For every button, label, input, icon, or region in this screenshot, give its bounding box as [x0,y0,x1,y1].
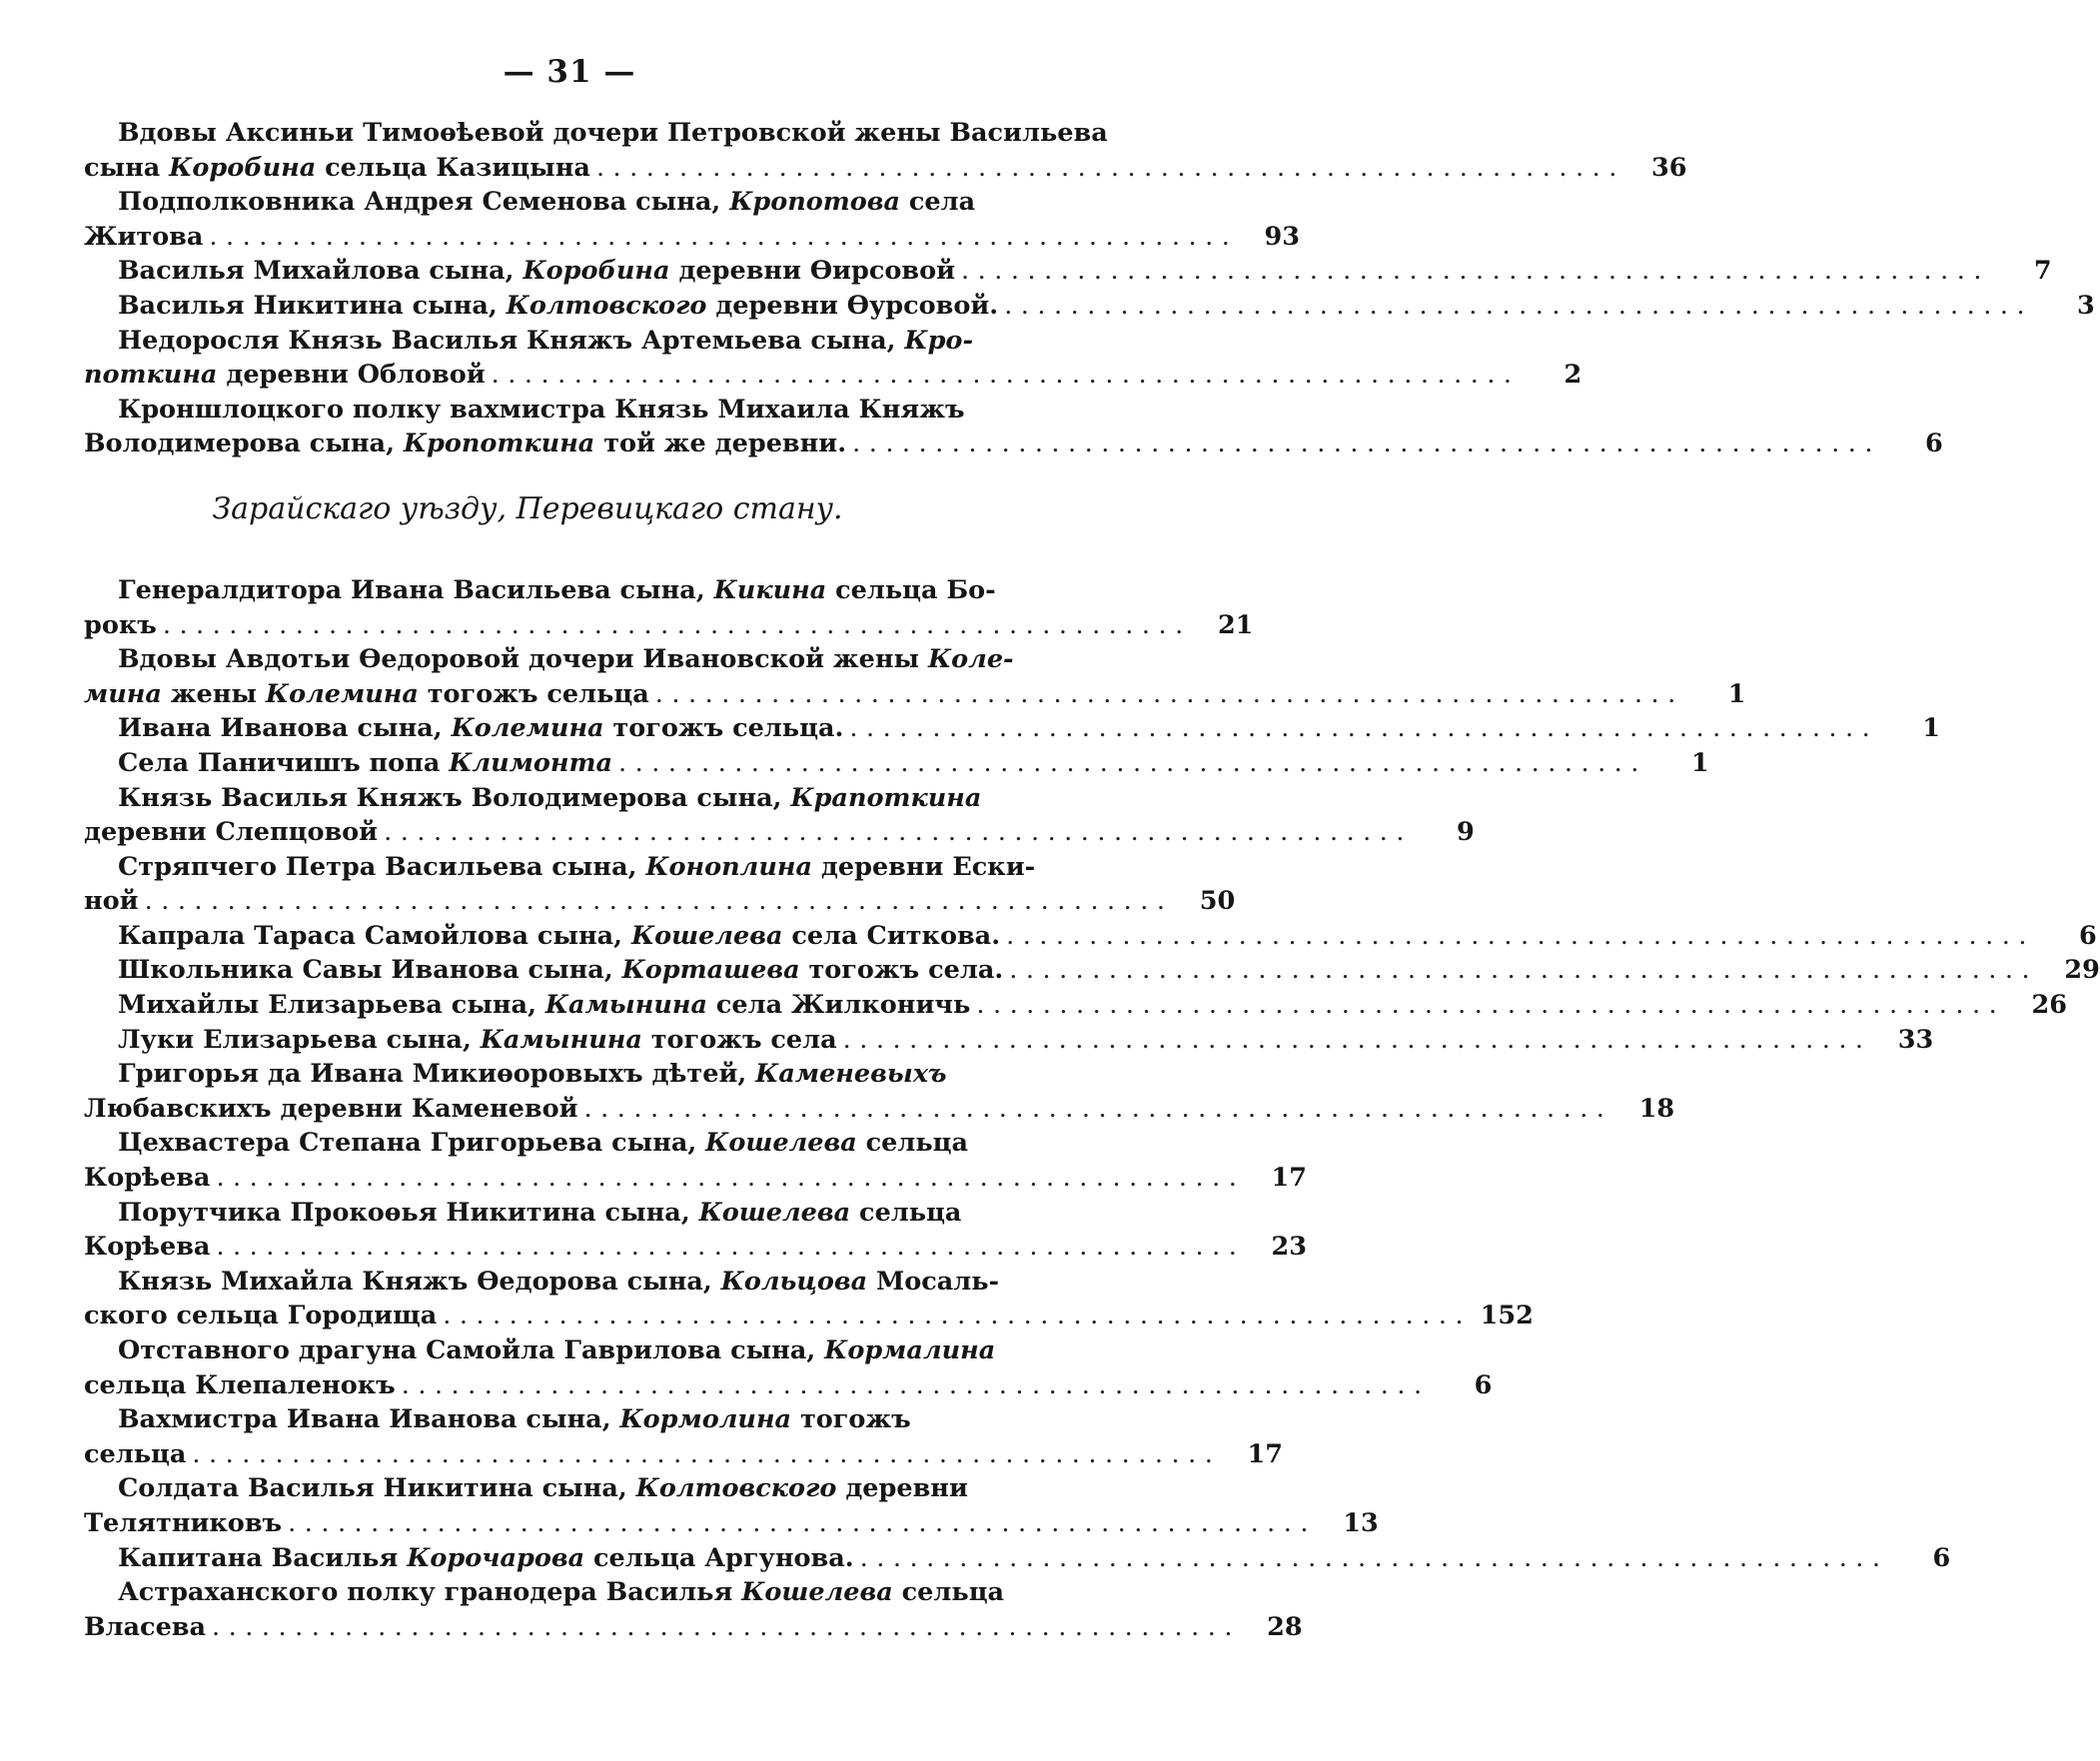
entry-line [84,1437,1284,1472]
surname: Камынина [544,990,707,1021]
entry-text: Недоросля Князь Василья Княжъ Артемьева сына, [118,325,905,356]
entry-text-group [84,815,378,850]
page-content [84,116,2100,1644]
surname: Камынина [480,1024,642,1055]
dot-leader: . . . . . . . . . . . . . . . . . . . . . . . . . . . . . . . . . . . . . . . . . . . . . . . . . . . . . . . . . . . . . . [1004,290,2025,321]
entry-text-group [84,884,139,919]
entry-text: ского сельца Городища [84,1301,438,1331]
surname: Кропоткина [403,429,595,459]
entry-text: Луки Елизарьева сына, [118,1024,481,1055]
register-entry [84,953,2100,988]
entry-line [84,573,996,608]
entry-text: Отставного драгуна Самойла Гаврилова сына, [118,1335,825,1365]
register-entry [84,185,1301,254]
entry-text-group [84,1610,206,1645]
entry-text-group [84,1437,186,1472]
entry-line [84,427,1943,461]
entry-text-group [84,746,612,781]
entry-text: тогожъ сельца. [603,713,844,744]
entry-text: села Жилконичь [707,990,971,1021]
entry-text-group [84,1541,854,1576]
entry-line [84,289,2095,324]
household-count: 18 [1638,1093,1675,1124]
household-count: 29 [2064,955,2100,986]
entry-text: Князь Михайла Княжъ Ѳедорова сына, [118,1266,721,1297]
household-count: 26 [2031,990,2067,1021]
household-count: 36 [1651,152,1687,183]
entry-text: деревни Обловой [217,360,486,391]
register-entry [84,746,1709,781]
register-entry [84,1402,1284,1471]
register-entry [84,781,1475,850]
dot-leader: . . . . . . . . . . . . . . . . . . . . . . . . . . . . . . . . . . . . . . . . . . . . . . . . . . . . . . . . . . . . . . [384,817,1405,848]
surname: Коноплина [645,851,813,882]
entry-text: Василья Никитина сына, [118,290,507,321]
entry-text: Любавскихъ деревни Каменевой [84,1093,578,1124]
surname: мина [84,678,162,709]
surname: Крапоткина [790,782,982,813]
entry-text: деревни Слепцовой [84,817,379,848]
register-entry [84,711,1940,746]
surname: Колемина [451,713,604,744]
entry-line [84,1368,1493,1403]
entry-line [84,988,2067,1023]
surname: Кормалина [824,1335,996,1365]
entry-line [84,781,982,816]
entry-text: Корѣева [84,1163,211,1194]
dot-leader: . . . . . . . . . . . . . . . . . . . . . . . . . . . . . . . . . . . . . . . . . . . . . . . . . . . . . . . . . . . . . . [849,713,1870,744]
entry-text-group [84,711,843,746]
dot-leader: . . . . . . . . . . . . . . . . . . . . . . . . . . . . . . . . . . . . . . . . . . . . . . . . . . . . . . . . . . . . . . [583,1093,1605,1124]
dot-leader: . . . . . . . . . . . . . . . . . . . . . . . . . . . . . . . . . . . . . . . . . . . . . . . . . . . . . . . . . . . . . . [216,1163,1238,1194]
register-entry [84,988,2067,1023]
household-count: 6 [1474,1369,1493,1400]
entry-text: Житова [84,221,204,252]
entry-text: Солдата Василья Никитина сына, [118,1473,636,1504]
surname: Кольцова [720,1266,868,1297]
household-count: 6 [2078,920,2097,951]
entry-line [84,324,974,359]
surname: Коробина [523,256,670,287]
entry-line [84,1333,996,1368]
entry-line [84,1299,1534,1333]
entry-line [84,1196,962,1231]
dot-leader: . . . . . . . . . . . . . . . . . . . . . . . . . . . . . . . . . . . . . . . . . . . . . . . . . . . . . . . . . . . . . . [618,747,1639,778]
dot-leader: . . . . . . . . . . . . . . . . . . . . . . . . . . . . . . . . . . . . . . . . . . . . . . . . . . . . . . . . . . . . . . [288,1507,1309,1538]
entry-text-group [84,1230,210,1265]
household-count: 152 [1480,1301,1534,1331]
entry-text: жены [161,678,266,709]
entry-line [84,1402,911,1437]
dot-leader: . . . . . . . . . . . . . . . . . . . . . . . . . . . . . . . . . . . . . . . . . . . . . . . . . . . . . . . . . . . . . . [842,1024,1864,1055]
dot-leader: . . . . . . . . . . . . . . . . . . . . . . . . . . . . . . . . . . . . . . . . . . . . . . . . . . . . . . . . . . . . . . [976,990,1997,1021]
entry-text: сельца Бо- [826,574,996,605]
dot-leader: . . . . . . . . . . . . . . . . . . . . . . . . . . . . . . . . . . . . . . . . . . . . . . . . . . . . . . . . . . . . . . [443,1301,1464,1331]
section-heading: Зарайскаго уѣзду, Перевицкаго стану. [212,490,843,526]
household-count: 28 [1267,1611,1303,1642]
entry-line [84,850,1036,885]
entry-text: Села Паничишъ попа [118,747,450,778]
entry-line [84,116,1108,151]
register-entry [84,254,2052,289]
entry-text: сельца [856,1128,969,1159]
entry-text-group [84,919,1000,954]
dot-leader: . . . . . . . . . . . . . . . . . . . . . . . . . . . . . . . . . . . . . . . . . . . . . . . . . . . . . . . . . . . . . . [852,429,1873,459]
household-count: 21 [1217,609,1254,640]
entry-list-after [84,573,2100,1644]
entry-line [84,677,1746,712]
dot-leader: . . . . . . . . . . . . . . . . . . . . . . . . . . . . . . . . . . . . . . . . . . . . . . . . . . . . . . . . . . . . . . [144,886,1166,917]
household-count: 1 [1727,678,1746,709]
register-entry [84,1023,1934,1058]
entry-line [84,393,965,428]
surname: Кропотова [729,187,901,218]
surname: Колтовского [506,290,707,321]
entry-text-group [84,358,486,393]
entry-text-group [84,1368,396,1403]
entry-text-group [84,1092,578,1127]
entry-text: Корѣева [84,1232,211,1263]
entry-text-group [84,608,157,643]
entry-text-group [84,220,203,255]
dot-leader: . . . . . . . . . . . . . . . . . . . . . . . . . . . . . . . . . . . . . . . . . . . . . . . . . . . . . . . . . . . . . . [192,1438,1214,1469]
entry-text: Вахмистра Ивана Иванова сына, [118,1404,620,1435]
surname: поткина [84,360,218,391]
household-count: 50 [1199,886,1236,917]
surname: Кошелева [705,1128,857,1159]
register-entry [84,1265,1534,1333]
entry-line [84,642,1014,677]
dot-leader: . . . . . . . . . . . . . . . . . . . . . . . . . . . . . . . . . . . . . . . . . . . . . . . . . . . . . . . . . . . . . . [491,360,1513,391]
entry-text: Ивана Иванова сына, [118,713,452,744]
household-count: 9 [1456,817,1475,848]
household-count: 17 [1271,1163,1308,1194]
entry-text: села Ситкова. [782,920,1001,951]
household-count: 1 [1690,747,1709,778]
entry-text: сельца [892,1577,1005,1608]
entry-text: ной [84,886,139,917]
entry-text: сельца Клепаленокъ [84,1369,396,1400]
entry-line [84,1471,968,1506]
entry-text: сельца [84,1438,187,1469]
entry-text: Михайлы Елизарьева сына, [118,990,545,1021]
entry-text: той же деревни. [594,429,847,459]
surname: Колтовского [635,1473,837,1504]
dot-leader: . . . . . . . . . . . . . . . . . . . . . . . . . . . . . . . . . . . . . . . . . . . . . . . . . . . . . . . . . . . . . . [1009,955,2030,986]
household-count: 6 [1932,1542,1951,1573]
dot-leader: . . . . . . . . . . . . . . . . . . . . . . . . . . . . . . . . . . . . . . . . . . . . . . . . . . . . . . . . . . . . . . [961,256,1982,287]
surname: Кормолина [619,1404,792,1435]
entry-line [84,185,976,220]
entry-text: сельца Казицына [316,152,590,183]
entry-text: села [900,187,976,218]
surname: Корташева [621,955,800,986]
entry-text: Астраханского полку гранодера Василья [118,1577,742,1608]
page-number: — 31 — [503,54,636,90]
entry-line [84,953,2100,988]
entry-text: Капрала Тараса Самойлова сына, [118,920,631,951]
entry-text: Василья Михайлова сына, [118,256,524,287]
entry-line [84,151,1687,186]
surname: Колемина [265,678,419,709]
entry-line [84,1506,1379,1541]
register-entry [84,1541,1951,1576]
entry-line [84,254,2052,289]
entry-text-group [84,289,998,324]
entry-text: сельца [850,1197,962,1228]
entry-text: Вдовы Авдотьи Ѳедоровой дочери Ивановской жены [118,644,928,675]
household-count: 93 [1264,221,1301,252]
entry-line [84,884,1236,919]
entry-line [84,815,1475,850]
entry-text: тогожъ [791,1404,911,1435]
register-entry [84,1057,1675,1126]
surname: Кро- [904,325,974,356]
entry-line [84,1265,1000,1300]
entry-text: Князь Василья Княжъ Володимерова сына, [118,782,791,813]
household-count: 17 [1247,1438,1284,1469]
entry-text: тогожъ сельца [418,678,649,709]
surname: Кикина [713,574,827,605]
surname: Кошелева [698,1197,851,1228]
entry-text-group [84,254,955,289]
entry-line [84,1161,1308,1196]
entry-text: Школьника Савы Иванова сына, [118,955,622,986]
surname: Коле- [927,644,1014,675]
household-count: 3 [2077,290,2095,321]
entry-text: деревни [836,1473,968,1504]
surname: Коробина [169,152,317,183]
entry-text: Цехвастера Степана Григорьева сына, [118,1128,706,1159]
entry-text: Подполковника Андрея Семенова сына, [118,187,730,218]
dot-leader: . . . . . . . . . . . . . . . . . . . . . . . . . . . . . . . . . . . . . . . . . . . . . . . . . . . . . . . . . . . . . . [162,609,1184,640]
entry-line [84,358,1582,393]
register-entry [84,919,2097,954]
entry-text-group [84,427,846,461]
register-entry [84,324,1582,393]
entry-text: тогожъ села. [799,955,1004,986]
entry-text: Мосаль- [867,1266,1000,1297]
entry-text: Кроншлоцкого полку вахмистра Князь Михаила Княжъ [118,394,965,425]
register-entry [84,850,1236,919]
dot-leader: . . . . . . . . . . . . . . . . . . . . . . . . . . . . . . . . . . . . . . . . . . . . . . . . . . . . . . . . . . . . . . [859,1542,1881,1573]
entry-line [84,1023,1934,1058]
entry-text: Володимерова сына, [84,429,404,459]
dot-leader: . . . . . . . . . . . . . . . . . . . . . . . . . . . . . . . . . . . . . . . . . . . . . . . . . . . . . . . . . . . . . . [212,1611,1233,1642]
entry-line [84,1126,969,1161]
register-entry [84,393,1943,461]
entry-text-group [84,953,1003,988]
register-entry [84,1471,1379,1540]
entry-line [84,746,1709,781]
entry-text: Вдовы Аксиньи Тимоѳѣевой дочери Петровской жены Васильева [118,118,1108,148]
entry-line [84,608,1254,643]
surname: Кошелева [741,1577,893,1608]
entry-text: деревни Ѳирсовой [669,256,956,287]
dot-leader: . . . . . . . . . . . . . . . . . . . . . . . . . . . . . . . . . . . . . . . . . . . . . . . . . . . . . . . . . . . . . . [216,1232,1238,1263]
household-count: 13 [1343,1507,1379,1538]
entry-line [84,1575,1005,1610]
entry-text: Григорья да Ивана Микиѳоровыхъ дѣтей, [118,1059,756,1090]
entry-text: сельца Аргунова. [584,1542,854,1573]
entry-text: деревни Ески- [812,851,1036,882]
household-count: 7 [2033,256,2052,287]
dot-leader: . . . . . . . . . . . . . . . . . . . . . . . . . . . . . . . . . . . . . . . . . . . . . . . . . . . . . . . . . . . . . . [595,152,1617,183]
dot-leader: . . . . . . . . . . . . . . . . . . . . . . . . . . . . . . . . . . . . . . . . . . . . . . . . . . . . . . . . . . . . . . [654,678,1676,709]
entry-text: Порутчика Прокоѳья Никитина сына, [118,1197,699,1228]
register-entry [84,116,1687,185]
dot-leader: . . . . . . . . . . . . . . . . . . . . . . . . . . . . . . . . . . . . . . . . . . . . . . . . . . . . . . . . . . . . . . [1006,920,2027,951]
entry-text: Телятниковъ [84,1507,283,1538]
entry-text: Стряпчего Петра Васильева сына, [118,851,646,882]
entry-text-group [84,677,649,712]
register-entry [84,1333,1493,1402]
entry-line [84,919,2097,954]
entry-text-group [84,1023,837,1058]
entry-line [84,711,1940,746]
entry-text: Власева [84,1611,207,1642]
register-entry [84,642,1746,711]
entry-text: деревни Ѳурсовой. [706,290,999,321]
entry-text: рокъ [84,609,157,640]
entry-text-group [84,1299,437,1333]
household-count: 6 [1924,429,1943,459]
entry-text: Капитана Василья [118,1542,408,1573]
register-entry [84,289,2095,324]
household-count: 2 [1564,360,1582,391]
entry-text: тогожъ села [641,1024,837,1055]
entry-text-group [84,151,590,186]
household-count: 23 [1271,1232,1308,1263]
surname: Кошелева [630,920,783,951]
surname: Климонта [449,747,612,778]
register-entry [84,1126,1308,1195]
register-entry [84,1196,1308,1265]
household-count: 33 [1897,1024,1934,1055]
entry-text: сына [84,152,170,183]
entry-line [84,1057,947,1092]
entry-line [84,220,1301,255]
entry-line [84,1610,1303,1645]
entry-list-before [84,116,2095,461]
entry-line [84,1541,1951,1576]
entry-text-group [84,988,970,1023]
household-count: 1 [1922,713,1940,744]
entry-line [84,1092,1675,1127]
register-entry [84,573,1254,642]
entry-text-group [84,1161,210,1196]
surname: Каменевыхъ [755,1059,947,1090]
entry-line [84,1230,1308,1265]
register-entry [84,1575,1303,1644]
entry-text-group [84,1506,282,1541]
dot-leader: . . . . . . . . . . . . . . . . . . . . . . . . . . . . . . . . . . . . . . . . . . . . . . . . . . . . . . . . . . . . . . [401,1369,1423,1400]
entry-text: Генералдитора Ивана Васильева сына, [118,574,714,605]
surname: Корочарова [407,1542,585,1573]
dot-leader: . . . . . . . . . . . . . . . . . . . . . . . . . . . . . . . . . . . . . . . . . . . . . . . . . . . . . . . . . . . . . . [209,221,1231,252]
